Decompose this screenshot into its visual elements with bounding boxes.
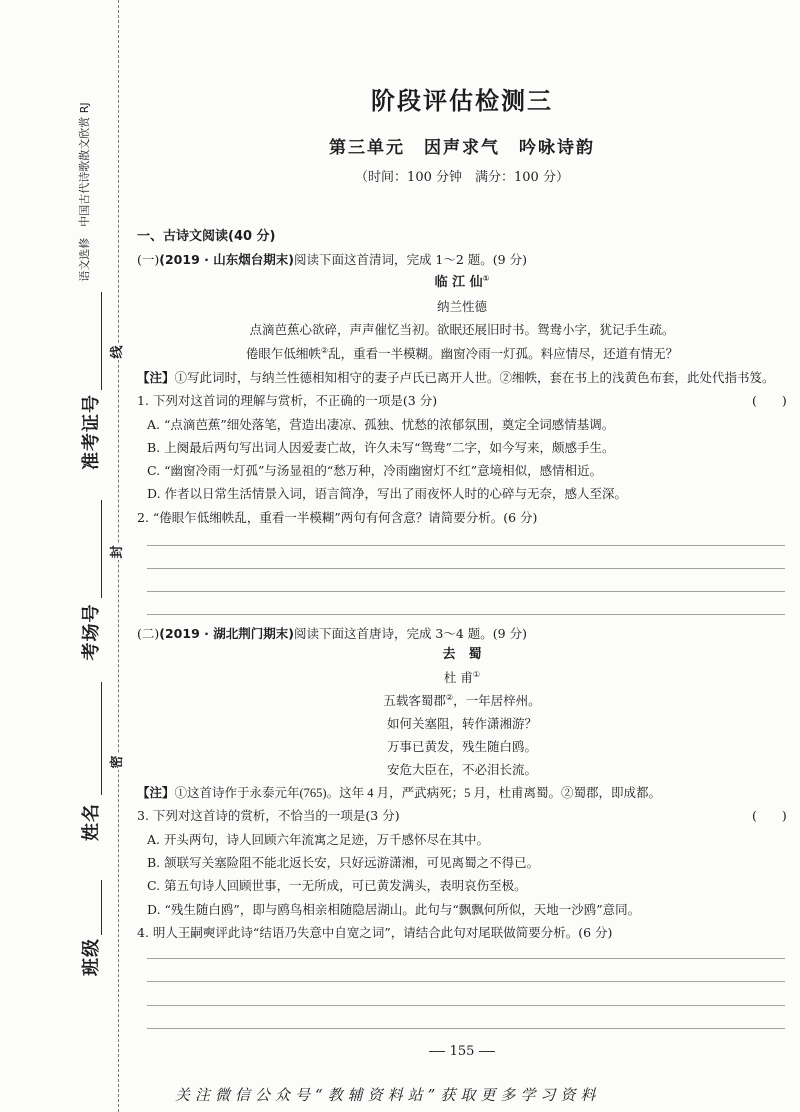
question-1-option-a bbox=[147, 415, 614, 435]
answer-line bbox=[147, 958, 785, 959]
part2-poem-line: 安危大臣在，不必泪长流。 bbox=[386, 763, 537, 777]
class-label: 班级 bbox=[81, 938, 102, 976]
page-title: 阶段评估检测三 bbox=[371, 86, 553, 115]
answer-line bbox=[147, 614, 785, 615]
option-letter: D. bbox=[147, 486, 161, 501]
option-letter: A. bbox=[147, 832, 161, 847]
option-letter: B. bbox=[147, 855, 161, 870]
part1-prefix: (一) bbox=[137, 252, 160, 267]
question-text: 明人王嗣奭评此诗“结语乃失意中自宽之词”，请结合此句对尾联做简要分析。(6 分) bbox=[152, 925, 613, 940]
answer-line bbox=[147, 981, 785, 982]
question-1-option-c bbox=[147, 461, 602, 481]
exam-room-underline bbox=[101, 500, 102, 598]
question-number: 4. bbox=[137, 925, 149, 940]
page-number-dash bbox=[479, 1051, 495, 1052]
question-1-stem bbox=[137, 391, 437, 411]
page-number-dash bbox=[429, 1051, 445, 1052]
part2-note bbox=[137, 783, 661, 803]
note-text: ①这首诗作于永泰元年(765)。这年 4 月，严武病死；5 月，杜甫离蜀。②蜀郡，即成都。 bbox=[174, 786, 661, 800]
question-3-answer-bracket: ( ) bbox=[752, 808, 787, 823]
part2-intro bbox=[137, 624, 527, 644]
part1-poem-title bbox=[137, 273, 787, 293]
name-label: 姓名 bbox=[81, 803, 102, 841]
exam-info: （时间：100 分钟 满分：100 分） bbox=[355, 170, 569, 185]
footnote-mark: ② bbox=[320, 346, 329, 355]
option-text: 开头两句，诗人回顾六年流寓之足迹，万千感怀尽在其中。 bbox=[164, 832, 490, 847]
question-3-option-d bbox=[147, 900, 640, 920]
option-text: 上阕最后两句写出词人因爱妻亡故，许久未写“鸳鸯”二字，如今写来，颇感手生。 bbox=[164, 440, 615, 455]
part1-poem-line bbox=[137, 344, 787, 364]
question-text: “倦眼乍低缃帙乱，重看一半模糊”两句有何含意？请简要分析。(6 分) bbox=[152, 510, 538, 525]
answer-line bbox=[147, 591, 785, 592]
option-letter: C. bbox=[147, 463, 161, 478]
poem-line-text: 倦眼乍低缃帙 bbox=[245, 347, 321, 361]
option-text: “残生随白鸥”，即与鸥鸟相亲相随隐居湖山。此句与“飘飘何所似，天地一沙鸥”意同。 bbox=[164, 902, 641, 917]
option-text: 颔联写关塞险阻不能北返长安，只好远游潇湘，可见离蜀之不得已。 bbox=[164, 855, 540, 870]
question-number: 1. bbox=[137, 393, 149, 408]
footnote-mark: ① bbox=[482, 274, 490, 283]
option-text: “点滴芭蕉”细处落笔，营造出凄凉、孤独、忧愁的浓郁氛围，奠定全词感情基调。 bbox=[164, 417, 615, 432]
footnote-mark: ② bbox=[445, 693, 454, 702]
part2-poem-author bbox=[137, 668, 787, 688]
page-number bbox=[137, 1041, 787, 1061]
question-3-option-c bbox=[147, 876, 527, 896]
option-text: “幽窗冷雨一灯孤”与汤显祖的“愁万种，冷雨幽窗灯不红”意境相似，感情相近。 bbox=[164, 463, 603, 478]
question-4-stem bbox=[137, 923, 612, 943]
note-text: ①写此词时，与纳兰性德相知相守的妻子卢氏已离开人世。②缃帙，套在书上的浅黄色布套，此处代指书笈。 bbox=[174, 371, 775, 385]
part1-note bbox=[137, 368, 775, 388]
class-underline bbox=[101, 880, 102, 935]
part1-poem-author: 纳兰性德 bbox=[436, 299, 487, 314]
name-underline bbox=[101, 682, 102, 795]
exam-room-label: 考场号 bbox=[81, 603, 102, 661]
question-1-answer-bracket: ( ) bbox=[752, 393, 787, 408]
question-3-stem bbox=[137, 806, 400, 826]
part1-intro bbox=[137, 250, 527, 270]
ticket-number-label: 准考证号 bbox=[81, 394, 102, 470]
part2-poem-line: 万事已黄发，残生随白鸥。 bbox=[386, 740, 537, 754]
poem-line-text: 乱，重看一半模糊。幽窗冷雨一灯孤。料应情尽，还道有情无？ bbox=[328, 347, 679, 361]
question-number: 3. bbox=[137, 808, 149, 823]
seal-mark-seal: 封 bbox=[110, 545, 125, 559]
part1-poem-line: 点滴芭蕉心欲碎，声声催忆当初。欲眠还展旧时书。鸳鸯小字，犹记手生疏。 bbox=[249, 323, 675, 337]
section-heading: 一、古诗文阅读(40 分) bbox=[137, 229, 276, 244]
answer-line bbox=[147, 1028, 785, 1029]
option-text: 作者以日常生活情景入词，语言简净，写出了雨夜怀人时的心碎与无奈，感人至深。 bbox=[164, 486, 628, 501]
series-label: 语文选修 中国古代诗歌散文欣赏 RJ bbox=[78, 102, 91, 282]
seal-mark-secret: 密 bbox=[110, 755, 125, 769]
part2-instruction: 阅读下面这首唐诗，完成 3～4 题。(9 分) bbox=[293, 626, 527, 641]
part2-poem-title: 去 蜀 bbox=[442, 647, 482, 662]
question-2-stem bbox=[137, 508, 537, 528]
answer-line bbox=[147, 545, 785, 546]
answer-line bbox=[147, 1005, 785, 1006]
answer-line bbox=[147, 568, 785, 569]
question-3-option-b bbox=[147, 853, 539, 873]
option-letter: B. bbox=[147, 440, 161, 455]
question-text: 下列对这首诗的赏析，不恰当的一项是(3 分) bbox=[152, 808, 400, 823]
option-letter: C. bbox=[147, 878, 161, 893]
seal-mark-line: 线 bbox=[110, 345, 125, 359]
part2-prefix: (二) bbox=[137, 626, 160, 641]
part1-source: (2019 · 山东烟台期末) bbox=[159, 252, 294, 267]
ticket-number-underline bbox=[101, 292, 102, 390]
note-label: 【注】 bbox=[137, 370, 175, 385]
option-letter: D. bbox=[147, 902, 161, 917]
part1-instruction: 阅读下面这首清词，完成 1～2 题。(9 分) bbox=[293, 252, 527, 267]
part2-poem-line: 如何关塞阻，转作潇湘游？ bbox=[386, 717, 537, 731]
question-text: 下列对这首词的理解与赏析，不正确的一项是(3 分) bbox=[152, 393, 438, 408]
option-text: 第五句诗人回顾世事，一无所成，可已黄发满头，表明哀伤至极。 bbox=[164, 878, 527, 893]
question-1-option-d bbox=[147, 484, 627, 504]
promo-footer: 关注微信公众号“教辅资料站”获取更多学习资料 bbox=[175, 1086, 601, 1104]
part2-source: (2019 · 湖北荆门期末) bbox=[159, 626, 294, 641]
footnote-mark: ① bbox=[472, 670, 481, 679]
poem-line-text: ，一年居梓州。 bbox=[453, 694, 541, 708]
page-number-text: 155 bbox=[449, 1043, 475, 1059]
question-1-option-b bbox=[147, 438, 614, 458]
option-letter: A. bbox=[147, 417, 161, 432]
unit-subtitle: 第三单元 因声求气 吟咏诗韵 bbox=[329, 138, 595, 158]
part2-poem-line bbox=[137, 691, 787, 711]
poem-author-text: 杜 甫 bbox=[443, 670, 473, 685]
question-3-option-a bbox=[147, 830, 489, 850]
note-label: 【注】 bbox=[137, 785, 175, 800]
question-number: 2. bbox=[137, 510, 149, 525]
poem-title-text: 临 江 仙 bbox=[434, 275, 483, 290]
poem-line-text: 五载客蜀郡 bbox=[383, 694, 446, 708]
